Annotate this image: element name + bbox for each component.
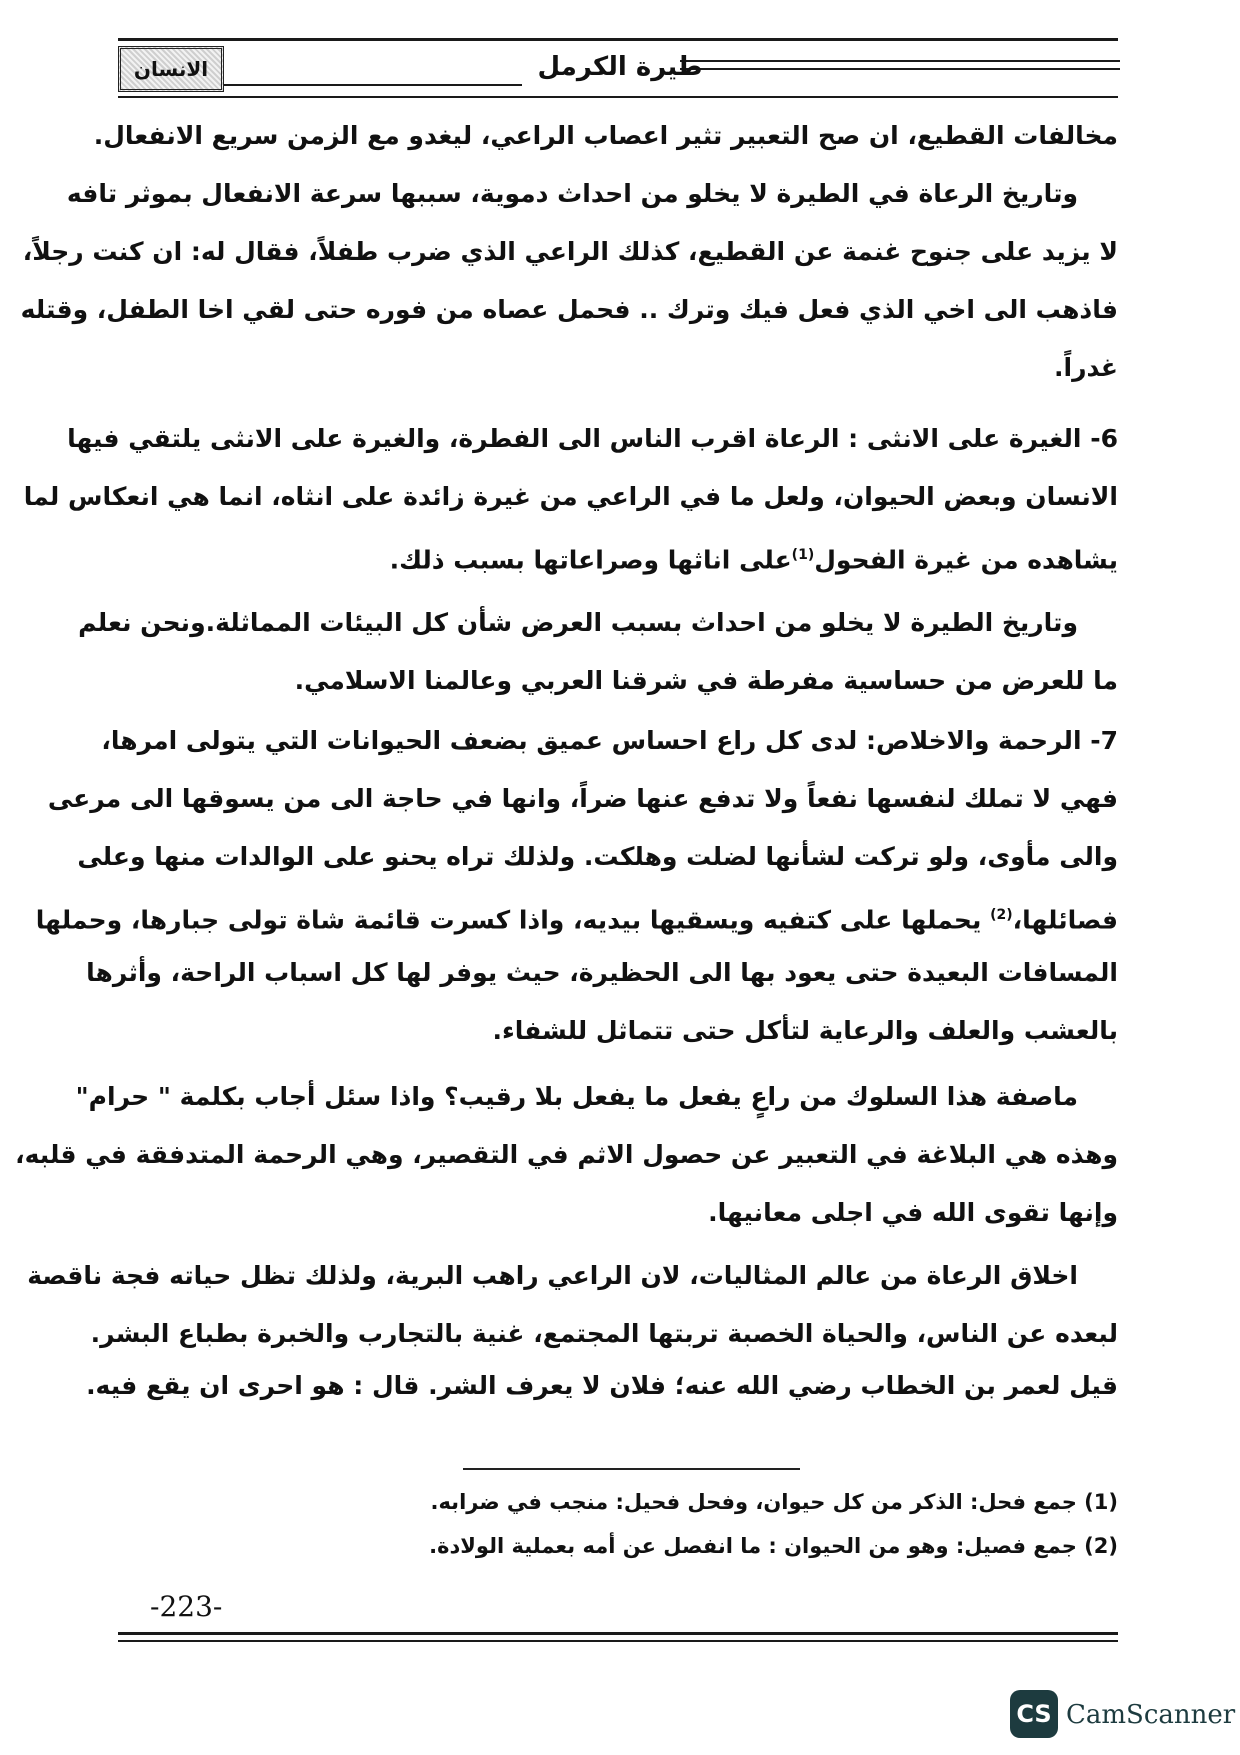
text-line: وهذه هي البلاغة في التعبير عن حصول الاثم في التقصير، وهي الرحمة المتدفقة في قلبه، (15, 1140, 1118, 1169)
header-badge-label: الانسان (133, 57, 209, 81)
footer-rule-top (118, 1632, 1118, 1635)
text-line: اخلاق الرعاة من عالم المثاليات، لان الراعي راهب البرية، ولذلك تظل حياته فجة ناقصة (27, 1261, 1078, 1290)
text-line: قيل لعمر بن الخطاب رضي الله عنه؛ فلان لا يعرف الشر. قال : هو احرى ان يقع فيه. (86, 1371, 1118, 1400)
text-fragment: على اناثها وصراعاتها بسبب ذلك. (389, 545, 792, 575)
header-rule-bottom (118, 96, 1118, 98)
text-line (118, 535, 1118, 580)
text-fragment: فصائلها، (1012, 905, 1118, 935)
text-line: غدراً. (1054, 353, 1118, 382)
text-line: فاذهب الى اخي الذي فعل فيك وترك .. فحمل عصاه من فوره حتى لقي اخا الطفل، وقتله (20, 295, 1118, 324)
page-number: -223- (150, 1590, 223, 1623)
header-rule-left (222, 84, 522, 86)
text-fragment: يحملها على كتفيه ويسقيها بيديه، واذا كسرت قائمة شاة تولى جبارها، وحملها (35, 905, 982, 935)
footnote-1: (1) جمع فحل: الذكر من كل حيوان، وفحل فحيل: منجب في ضرابه. (430, 1490, 1118, 1514)
footnote-marker-1: (1) (791, 547, 815, 563)
header-rule-top (118, 38, 1118, 41)
text-line (35, 895, 1118, 940)
text-line: لبعده عن الناس، والحياة الخصبة تربتها المجتمع، غنية بالتجارب والخبرة بطباع البشر. (90, 1319, 1118, 1348)
text-line: الانسان وبعض الحيوان، ولعل ما في الراعي من غيرة زائدة على انثاه، انما هي انعكاس لما (23, 482, 1118, 511)
body-text (15, 116, 1118, 1456)
text-line: وإنها تقوى الله في اجلى معانيها. (708, 1198, 1118, 1227)
text-fragment: يشاهده من غيرة الفحول (814, 545, 1118, 575)
footnote-rule (463, 1468, 800, 1470)
text-line: مخالفات القطيع، ان صح التعبير تثير اعصاب الراعي، ليغدو مع الزمن سريع الانفعال. (93, 121, 1118, 150)
text-line: 7- الرحمة والاخلاص: لدى كل راع احساس عميق بضعف الحيوانات التي يتولى امرها، (101, 726, 1118, 755)
text-line: 6- الغيرة على الانثى : الرعاة اقرب الناس الى الفطرة، والغيرة على الانثى يلتقي فيها (67, 424, 1118, 453)
footer-rule-bottom (118, 1640, 1118, 1642)
text-line: بالعشب والعلف والرعاية لتأكل حتى تتماثل للشفاء. (492, 1016, 1118, 1045)
footnote-2: (2) جمع فصيل: وهو من الحيوان : ما انفصل عن أمه بعملية الولادة. (429, 1534, 1118, 1558)
header-rule-right-b (680, 68, 1120, 70)
text-line: المسافات البعيدة حتى يعود بها الى الحظيرة، حيث يوفر لها كل اسباب الراحة، وأثرها (86, 958, 1118, 987)
text-line: وتاريخ الرعاة في الطيرة لا يخلو من احداث دموية، سببها سرعة الانفعال بموثر تافه (66, 179, 1078, 208)
header-rule-right-a (680, 60, 1120, 62)
text-line: ما للعرض من حساسية مفرطة في شرقنا العربي وعالمنا الاسلامي. (294, 666, 1118, 695)
text-line: لا يزيد على جنوح غنمة عن القطيع، كذلك الراعي الذي ضرب طفلاً، فقال له: ان كنت رجلاً، (22, 237, 1118, 266)
text-line: فهي لا تملك لنفسها نفعاً ولا تدفع عنها ضراً، وانها في حاجة الى من يسوقها الى مرعى (47, 784, 1118, 813)
running-title: طيرة الكرمل (537, 52, 703, 82)
footnote-marker-2: (2) (990, 907, 1013, 923)
text-line: والى مأوى، ولو تركت لشأنها لضلت وهلكت. ولذلك تراه يحنو على الوالدات منها وعلى (77, 842, 1118, 871)
header-badge (118, 46, 224, 92)
text-line: وتاريخ الطيرة لا يخلو من احداث بسبب العرض شأن كل البيئات المماثلة.ونحن نعلم (78, 608, 1078, 637)
camscanner-watermark: CamScanner (1066, 1700, 1236, 1730)
camscanner-logo-icon (1010, 1690, 1058, 1738)
text-line: ماصفة هذا السلوك من راعٍ يفعل ما يفعل بلا رقيب؟ واذا سئل أجاب بكلمة " حرام" (75, 1082, 1078, 1111)
camscanner-logo-text: CS (1016, 1700, 1052, 1728)
